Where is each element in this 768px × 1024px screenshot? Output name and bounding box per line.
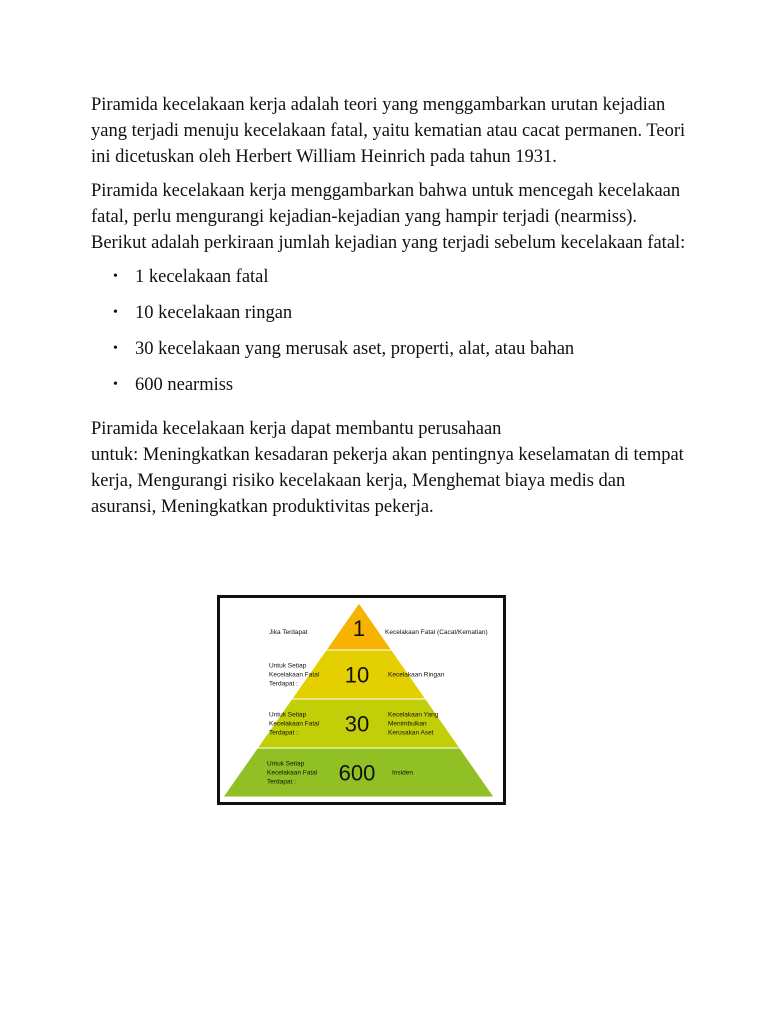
pyramid-tier-left-label: Untuk Setiap	[269, 662, 307, 670]
bullet-icon: •	[113, 269, 118, 284]
pyramid-tier-right-label: Kerusakan Aset	[388, 729, 434, 737]
accident-pyramid-figure	[217, 595, 506, 805]
pyramid-tier-right-label: Menimbulkan	[388, 720, 427, 728]
pyramid-tier-right-label: Kecelakaan Fatal (Cacat/Kematian)	[385, 629, 488, 636]
list-item	[91, 300, 691, 336]
pyramid-tier-number: 1	[352, 616, 366, 641]
list-item	[91, 336, 691, 372]
bullet-icon: •	[113, 341, 118, 356]
document-body	[91, 92, 691, 528]
paragraph-intro: Piramida kecelakaan kerja adalah teori yang menggambarkan urutan kejadian yang terjadi menuju kecelakaan fatal, yaitu kematian atau cacat permanen. Teori ini dicetuskan oleh Herbert William Heinrich pada tahun 1931.	[91, 95, 686, 167]
list-item-text: 30 kecelakaan yang merusak aset, properti, alat, atau bahan	[135, 339, 575, 359]
accident-pyramid-diagram	[217, 595, 506, 805]
pyramid-tier-number: 30	[344, 711, 370, 737]
paragraph-prevention: Piramida kecelakaan kerja menggambarkan bahwa untuk mencegah kecelakaan fatal, perlu mengurangi kejadian-kejadian yang hampir terjadi (nearmiss). Berikut adalah perkiraan jumlah kejadian yang terjadi sebelum kecelakaan fatal:	[91, 181, 686, 253]
bullet-icon: •	[113, 305, 118, 320]
pyramid-tier-number: 10	[344, 662, 370, 688]
list-item-text: 10 kecelakaan ringan	[135, 303, 293, 323]
pyramid-tier-left-label: Jika Terdapat	[269, 629, 308, 636]
pyramid-tier-number: 600	[338, 760, 376, 786]
pyramid-tier-left-label: Terdapat :	[269, 729, 298, 737]
bullet-icon: •	[113, 377, 118, 392]
pyramid-tier-left-label: Kecelakaan Fatal	[269, 720, 320, 728]
pyramid-tier-left-label: Untuk Setiap	[269, 711, 307, 719]
list-item	[91, 372, 691, 408]
pyramid-tier-left-label: Terdapat :	[267, 778, 296, 786]
list-item-text: 600 nearmiss	[135, 375, 234, 395]
pyramid-tier-left-label: Kecelakaan Fatal	[269, 671, 320, 679]
pyramid-tier-right-label: Insiden	[392, 769, 413, 777]
paragraph-benefits-line1: Piramida kecelakaan kerja dapat membantu perusahaan	[91, 419, 502, 439]
paragraph-benefits	[91, 416, 691, 520]
pyramid-tier-left-label: Kecelakaan Fatal	[267, 769, 318, 777]
pyramid-tier-right-label: Kecelakaan Ringan	[388, 671, 445, 679]
paragraph-benefits-line2: untuk: Meningkatkan kesadaran pekerja akan pentingnya keselamatan di tempat kerja, Mengurangi risiko kecelakaan kerja, Menghemat biaya medis dan asuransi, Meningkatkan produktivitas pekerja.	[91, 445, 684, 517]
pyramid-tier-left-label: Untuk Setiap	[267, 760, 305, 768]
incident-count-list	[91, 264, 691, 408]
list-item-text: 1 kecelakaan fatal	[135, 267, 269, 287]
list-item	[91, 264, 691, 300]
pyramid-tier-right-label: Kecelakaan Yang	[388, 711, 439, 719]
pyramid-tier-left-label: Terdapat :	[269, 680, 298, 688]
